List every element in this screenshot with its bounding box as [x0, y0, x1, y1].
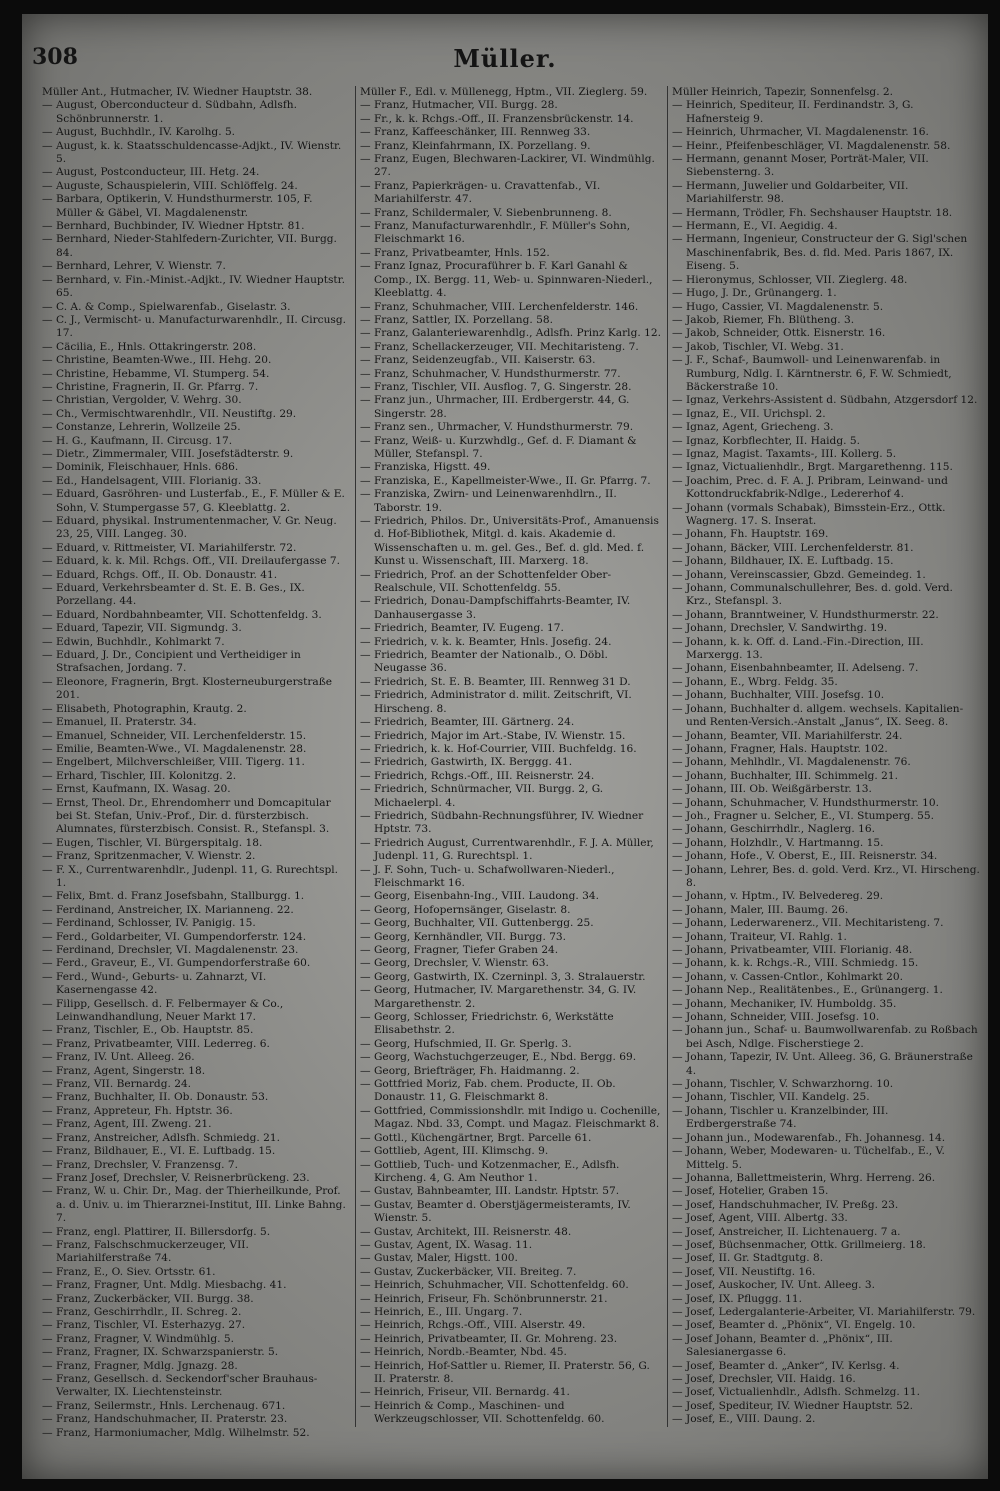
directory-entry: — Felix, Bmt. d. Franz Josefsbahn, Stallburgg. 1.: [42, 890, 305, 903]
directory-entry: — Johann, Bäcker, VIII. Lerchenfelderstr. 81.: [672, 541, 914, 554]
directory-entry: — Franz, Fragner, IX. Schwarzspanierstr. 5.: [42, 1346, 279, 1359]
directory-entry: — Eugen, Tischler, VI. Bürgerspitalg. 18.: [42, 836, 263, 849]
directory-entry: — Constanze, Lehrerin, Wollzeile 25.: [42, 421, 241, 434]
directory-entry: — Franz, Privatbeamter, Hnls. 152.: [360, 246, 550, 259]
directory-entry: — Eduard, Nordbahnbeamter, VII. Schottenfeldg. 3.: [42, 608, 322, 621]
directory-entry: — Cäcilia, E., Hnls. Ottakringerstr. 208.: [42, 340, 257, 353]
directory-entry: — Gottl., Küchengärtner, Brgt. Parcelle 61.: [360, 1131, 592, 1144]
directory-entry: — Johann, Tapezir, IV. Unt. Alleeg. 36, G. Bräunerstraße 4.: [672, 1051, 973, 1077]
directory-entry: — Ignaz, Agent, Griecheng. 3.: [672, 421, 834, 434]
directory-entry: — Franz jun., Uhrmacher, III. Erdbergerstr. 44, G. Singerstr. 28.: [360, 394, 630, 420]
directory-entry: — Georg, Eisenbahn-Ing., VIII. Laudong. 34.: [360, 890, 599, 903]
directory-entry: — Friedrich, Beamter, III. Gärtnerg. 24.: [360, 716, 575, 729]
directory-entry: — Heinrich, Spediteur, II. Ferdinandstr. 3, G. Hafnersteig 9.: [672, 99, 914, 125]
directory-entry: — Hermann, Juwelier und Goldarbeiter, VII. Mariahilferstr. 98.: [672, 179, 909, 206]
directory-entry: — Christine, Hebamme, VI. Stumperg. 54.: [42, 367, 270, 380]
directory-entry: — Johann, Tischler, V. Schwarzhorng. 10.: [672, 1078, 894, 1091]
directory-entry: — Friedrich, Gastwirth, IX. Berggg. 41.: [360, 756, 573, 769]
directory-entry: — H. G., Kaufmann, II. Circusg. 17.: [42, 434, 233, 447]
directory-entry: — Ch., Vermischtwarenhdlr., VII. Neustiftg. 29.: [42, 407, 297, 420]
directory-entry: — Franz, VII. Bernardg. 24.: [42, 1078, 192, 1091]
directory-entry: — Franz, W. u. Chir. Dr., Mag. der Thierheilkunde, Prof. a. d. Univ. u. im Thierarznei-Institut, III. Linke Bahng. 7.: [42, 1185, 346, 1225]
directory-entry: — Bernhard, Lehrer, V. Wienstr. 7.: [42, 260, 226, 273]
directory-entry: — Joachim, Prec. d. F. A. J. Pribram, Leinwand- und Kottondruckfabrik-Ndlge., Ledererhof 4.: [672, 474, 948, 501]
directory-entry: — Josef, Beamter d. „Anker“, IV. Kerlsg. 4.: [672, 1359, 900, 1372]
directory-entry: — C. A. & Comp., Spielwarenfab., Giselastr. 3.: [42, 300, 291, 313]
directory-entry: — Filipp, Gesellsch. d. F. Felbermayer & Co., Leinwandhandlung, Neuer Markt 17.: [42, 997, 284, 1024]
directory-entry: Müller F., Edl. v. Müllenegg, Hptm., VII. Zieglerg. 59.: [360, 86, 648, 98]
directory-entry: — Bernhard, Buchbinder, IV. Wiedner Hptstr. 81.: [42, 220, 305, 233]
directory-entry: — Johann, Fragner, Hals. Hauptstr. 102.: [672, 742, 888, 755]
directory-entry: — Eleonore, Fragnerin, Brgt. Klosterneuburgerstraße 201.: [42, 675, 333, 702]
directory-entry: — Ed., Handelsagent, VIII. Florianig. 33.: [42, 474, 262, 487]
directory-entry: — Franz, Appreteur, Fh. Hptstr. 36.: [42, 1104, 233, 1117]
page-heading: Müller.: [453, 44, 557, 73]
directory-entry: — Eduard, k. k. Mil. Rchgs. Off., VII. Dreilaufergasse 7.: [42, 555, 340, 568]
directory-entry: — Franz, Hutmacher, VII. Burgg. 28.: [360, 99, 558, 112]
directory-entry: — Johann, k. k. Off. d. Land.-Fin.-Direction, III. Marxergg. 13.: [672, 635, 924, 662]
directory-entry: — Johann, Mehlhdlr., VI. Magdalenenstr. 76.: [672, 756, 911, 769]
directory-entry: — Franz, Schildermaler, V. Siebenbrunneng. 8.: [360, 206, 612, 219]
directory-entry: — Friedrich, Administrator d. milit. Zeitschrift, VI. Hirscheng. 8.: [360, 689, 632, 715]
directory-entry: — Friedrich, Prof. an der Schottenfelder Ober-Realschule, VII. Schottenfeldg. 55.: [360, 568, 612, 595]
directory-entry: — Jakob, Riemer, Fh. Blütheng. 3.: [672, 313, 855, 326]
directory-entry: — Johann, Lederwarenerz., VII. Mechitaristeng. 7.: [672, 917, 944, 930]
directory-entry: — Franz, Fragner, Mdlg. Jgnazg. 28.: [42, 1359, 238, 1372]
directory-entry: — Franz, Agent, III. Zweng. 21.: [42, 1118, 212, 1131]
directory-entry: Müller Ant., Hutmacher, IV. Wiedner Hauptstr. 38.: [42, 86, 313, 98]
directory-entry: — Ferdinand, Schlosser, IV. Panigig. 15.: [42, 917, 256, 930]
directory-entry: — Franz, Galanteriewarenhdlg., Adlsfh. Prinz Karlg. 12.: [360, 327, 661, 340]
directory-entry: — Josef, II. Gr. Stadtgutg. 8.: [672, 1252, 824, 1265]
directory-entry: — Josef, Handschuhmacher, IV. Preßg. 23.: [672, 1198, 899, 1211]
directory-entry: — Franz, Buchhalter, II. Ob. Donaustr. 53.: [42, 1091, 269, 1104]
directory-entry: — Josef, Büchsenmacher, Ottk. Grillmeierg. 18.: [672, 1238, 926, 1251]
directory-entry: — Johann, Bildhauer, IX. E. Luftbadg. 15.: [672, 555, 894, 568]
directory-entry: — Bernhard, Nieder-Stahlfedern-Zurichter, VII. Burgg. 84.: [42, 233, 337, 259]
directory-entry: — Gustav, Bahnbeamter, III. Landstr. Hptstr. 57.: [360, 1185, 620, 1198]
directory-entry: — Franz, Sattler, IX. Porzellang. 58.: [360, 313, 553, 326]
directory-entry: — Christine, Fragnerin, II. Gr. Pfarrg. 7.: [42, 380, 259, 393]
directory-entry: — Josef, IX. Pfluggg. 11.: [672, 1292, 802, 1305]
directory-entry: — Franz, Weiß- u. Kurzwhdlg., Gef. d. F. Diamant & Müller, Stefanspl. 7.: [360, 434, 637, 460]
directory-entry: — Franz, Papierkrägen- u. Cravattenfab., VI. Mariahilferstr. 47.: [360, 179, 601, 206]
directory-entry: — Heinr., Pfeifenbeschläger, VI. Magdalenenstr. 58.: [672, 139, 951, 152]
directory-entry: — Georg, Gastwirth, IX. Czerninpl. 3, 3. Stralauerstr.: [360, 970, 646, 983]
directory-entry: — Johann, Traiteur, VI. Rahlg. 1.: [672, 930, 847, 943]
directory-entry: — Franz sen., Uhrmacher, V. Hundsthurmerstr. 79.: [360, 421, 634, 434]
directory-entry: — August, Buchhdlr., IV. Karolhg. 5.: [42, 126, 236, 139]
directory-entry: — Franz, Seidenzeugfab., VII. Kaiserstr. 63.: [360, 354, 596, 367]
directory-entry: — Franz, Handschuhmacher, II. Praterstr. 23.: [42, 1413, 288, 1426]
directory-entry: — Franz, IV. Unt. Alleeg. 26.: [42, 1051, 195, 1064]
directory-entry: — Franz, Schuhmacher, VIII. Lerchenfelderstr. 146.: [360, 300, 639, 313]
column-2: [355, 86, 662, 1427]
directory-entry: — Franz, Eugen, Blechwaren-Lackirer, VI. Windmühlg. 27.: [360, 153, 655, 179]
directory-entry: — Hermann, genannt Moser, Porträt-Maler, VII. Siebensterng. 3.: [672, 153, 929, 179]
directory-entry: — Auguste, Schauspielerin, VIII. Schlöffelg. 24.: [42, 179, 298, 192]
directory-entry: — Josef Johann, Beamter d. „Phönix“, III. Salesianergasse 6.: [672, 1332, 893, 1359]
directory-entry: — Johann jun., Schaf- u. Baumwollwarenfab. zu Roßbach bei Asch, Ndlge. Fischerstiege 2.: [672, 1024, 978, 1050]
directory-entry: — Heinrich, Rchgs.-Off., VIII. Alserstr. 49.: [360, 1319, 586, 1332]
directory-entry: — Johann, Branntweiner, V. Hundsthurmerstr. 22.: [672, 608, 939, 621]
directory-entry: — Georg, Schlosser, Friedrichstr. 6, Werkstätte Elisabethstr. 2.: [360, 1011, 614, 1037]
directory-entry: — Josef, VII. Neustiftg. 16.: [672, 1265, 816, 1278]
directory-entry: — Edwin, Buchhdlr., Kohlmarkt 7.: [42, 635, 225, 648]
directory-entry: — Hugo, Cassier, VI. Magdalenenstr. 5.: [672, 300, 884, 313]
directory-entry: — Franz, Schuhmacher, V. Hundsthurmerstr. 77.: [360, 367, 621, 380]
directory-entry: — Friedrich, k. k. Hof-Courrier, VIII. Buchfeldg. 16.: [360, 742, 637, 755]
directory-entry: — Johann, Mechaniker, IV. Humboldg. 35.: [672, 997, 897, 1010]
directory-entry: — Josef, Agent, VIII. Albertg. 33.: [672, 1212, 848, 1225]
directory-entry: — Franz, Fragner, V. Windmühlg. 5.: [42, 1332, 234, 1345]
directory-entry: — Elisabeth, Photographin, Krautg. 2.: [42, 702, 247, 715]
directory-entry: — Gustav, Beamter d. Oberstjägermeisteramts, IV. Wienstr. 5.: [360, 1198, 631, 1225]
directory-entry: — Gottlieb, Agent, III. Klimschg. 9.: [360, 1145, 549, 1158]
directory-entry: — Heinrich, Uhrmacher, VI. Magdalenenstr. 16.: [672, 126, 929, 139]
directory-entry: — Franz, Seilermstr., Hnls. Lerchenaug. 671.: [42, 1399, 286, 1412]
directory-entry: — Bernhard, v. Fin.-Minist.-Adjkt., IV. Wiedner Hauptstr. 65.: [42, 273, 345, 300]
directory-entry: — Fr., k. k. Rchgs.-Off., II. Franzensbrückenstr. 14.: [360, 112, 634, 125]
directory-entry: — Franz, engl. Plattirer, II. Billersdorfg. 5.: [42, 1225, 271, 1238]
directory-entry: — Franziska, E., Kapellmeister-Wwe., II. Gr. Pfarrg. 7.: [360, 474, 651, 487]
directory-entry: — August, Oberconducteur d. Südbahn, Adlsfh. Schönbrunnerstr. 1.: [42, 99, 297, 125]
directory-entry: — Georg, Hutmacher, IV. Margarethenstr. 34, G. IV. Margarethenstr. 2.: [360, 984, 637, 1010]
directory-entry: — Georg, Hufschmied, II. Gr. Sperlg. 3.: [360, 1037, 572, 1050]
directory-entry: — Franz, Harmoniumacher, Mdlg. Wilhelmstr. 52.: [42, 1426, 310, 1439]
directory-entry: — Gustav, Architekt, III. Reisnerstr. 48.: [360, 1225, 572, 1238]
directory-entry: — Hermann, Ingenieur, Constructeur der G. Sigl'schen Maschinenfabrik, Bes. d. fld. Med. Paris 1867, IX. Eiseng. 5.: [672, 233, 968, 273]
directory-entry: — Georg, Wachstuchgerzeuger, E., Nbd. Bergg. 69.: [360, 1051, 637, 1064]
directory-entry: — Gustav, Agent, IX. Wasag. 11.: [360, 1238, 533, 1251]
directory-entry: — Gottlieb, Tuch- und Kotzenmacher, E., Adlsfh. Kircheng. 4, G. Am Neuthor 1.: [360, 1158, 620, 1184]
directory-entry: — Franz, Manufacturwarenhdlr., F. Müller's Sohn, Fleischmarkt 16.: [360, 220, 631, 246]
directory-entry: — Friedrich August, Currentwarenhdlr., F. J. A. Müller, Judenpl. 11, G. Rurechtspl. 1.: [360, 836, 654, 863]
directory-entry: — Ferdinand, Anstreicher, IX. Marianneng. 22.: [42, 903, 294, 916]
directory-entry: — Johann, Buchhalter d. allgem. wechsels. Kapitalien- und Renten-Versich.-Anstalt „Janus“, IX. Seeg. 8.: [672, 702, 964, 729]
directory-entry: — Johann, v. Hptm., IV. Belvedereg. 29.: [672, 890, 884, 903]
directory-entry: — Josef, E., VIII. Daung. 2.: [672, 1413, 816, 1426]
directory-entry: — Franziska, Zwirn- und Leinenwarenhdlrn., II. Taborstr. 19.: [360, 488, 617, 514]
directory-entry: — Heinrich & Comp., Maschinen- und Werkzeugschlosser, VII. Schottenfeldg. 60.: [360, 1399, 605, 1426]
directory-entry: — Hugo, J. Dr., Grünangerg. 1.: [672, 287, 837, 300]
page-header: [22, 44, 988, 84]
directory-entry: — Engelbert, Milchverschleißer, VIII. Tigerg. 11.: [42, 756, 305, 769]
directory-entry: — Friedrich, Beamter der Nationalb., O. Döbl. Neugasse 36.: [360, 649, 608, 675]
directory-entry: — Friedrich, Donau-Dampfschiffahrts-Beamter, IV. Danhausergasse 3.: [360, 595, 631, 621]
directory-entry: — Johann, v. Cassen-Cntlor., Kohlmarkt 20.: [672, 970, 904, 983]
directory-entry: — Hermann, E., VI. Aegidig. 4.: [672, 220, 838, 233]
directory-entry: — Friedrich, Südbahn-Rechnungsführer, IV. Wiedner Hptstr. 73.: [360, 809, 644, 836]
directory-entry: — Johann Nep., Realitätenbes., E., Grünangerg. 1.: [672, 984, 943, 997]
directory-entry: — Franz, Geschirrhdlr., II. Schreg. 2.: [42, 1305, 242, 1318]
directory-entry: — Johann, E., Wbrg. Feldg. 35.: [672, 675, 838, 688]
directory-entry: — Georg, Hofopernsänger, Giselastr. 8.: [360, 903, 571, 916]
directory-entry: — Gottfried, Commissionshdlr. mit Indigo u. Cochenille, Magaz. Nbd. 33, Compt. und Magaz. Fleischmarkt 8.: [360, 1104, 661, 1131]
directory-entry: — Franz, Anstreicher, Adlsfh. Schmiedg. 21.: [42, 1131, 280, 1144]
directory-entry: — Franz, Bildhauer, E., VI. E. Luftbadg. 15.: [42, 1145, 276, 1158]
directory-entry: — Friedrich, Beamter, IV. Eugeng. 17.: [360, 622, 564, 635]
directory-entry: — Ignaz, E., VII. Urichspl. 2.: [672, 407, 826, 420]
directory-entry: — Franz, Schellackerzeuger, VII. Mechitaristeng. 7.: [360, 340, 639, 353]
directory-entry: — Franz, Zuckerbäcker, VII. Burgg. 38.: [42, 1292, 254, 1305]
directory-entry: — Franz, Tischler, VII. Ausflog. 7, G. Singerstr. 28.: [360, 380, 632, 393]
directory-entry: — Josef, Ledergalanterie-Arbeiter, VI. Mariahilferstr. 79.: [672, 1305, 976, 1318]
directory-entry: — Franz, Fragner, Unt. Mdlg. Miesbachg. 41.: [42, 1279, 287, 1292]
directory-entry: — Gustav, Zuckerbäcker, VII. Breiteg. 7.: [360, 1265, 577, 1278]
directory-entry: Müller Heinrich, Tapezir, Sonnenfelsg. 2.: [672, 86, 894, 98]
directory-entry: — Ignaz, Korbflechter, II. Haidg. 5.: [672, 434, 860, 447]
directory-entry: — Gottfried Moriz, Fab. chem. Producte, II. Ob. Donaustr. 11, G. Fleischmarkt 8.: [360, 1078, 616, 1104]
directory-entry: — Johann, Privatbeamter, VIII. Florianig. 48.: [672, 944, 913, 956]
directory-entry: — Jakob, Tischler, VI. Webg. 31.: [672, 340, 844, 353]
directory-entry: — Dominik, Fleischhauer, Hnls. 686.: [42, 461, 239, 474]
directory-entry: — Heinrich, Hof-Sattler u. Riemer, II. Praterstr. 56, G. II. Praterstr. 8.: [360, 1359, 650, 1385]
directory-entry: — Georg, Drechsler, V. Wienstr. 63.: [360, 957, 549, 970]
directory-entry: — Johann, Drechsler, V. Sandwirthg. 19.: [672, 622, 888, 635]
directory-entry: — Joh., Fragner u. Selcher, E., VI. Stumperg. 55.: [672, 809, 934, 822]
directory-entry: — Josef, Drechsler, VII. Haidg. 16.: [672, 1373, 856, 1385]
directory-entry: — Johann, Lehrer, Bes. d. gold. Verd. Krz., VI. Hirscheng. 8.: [672, 863, 980, 889]
directory-entry: — Hermann, Trödler, Fh. Sechshauser Hauptstr. 18.: [672, 206, 953, 219]
directory-entry: — Franz Ignaz, Procuraführer b. F. Karl Ganahl & Comp., IX. Bergg. 11, Web- u. Spinnwaren-Niederl., Kleeblattg. 4.: [360, 260, 653, 300]
directory-entry: — Franz, Tischler, E., Ob. Hauptstr. 85.: [42, 1024, 254, 1037]
directory-entry: — Josef, Anstreicher, II. Lichtenauerg. 7 a.: [672, 1225, 901, 1238]
directory-entry: — Franz, Kleinfahrmann, IX. Porzellang. 9.: [360, 139, 591, 152]
directory-entry: — Georg, Briefträger, Fh. Haidmanng. 2.: [360, 1064, 580, 1077]
directory-entry: — Johann, Buchhalter, VIII. Josefsg. 10.: [672, 689, 885, 702]
directory-entry: — Friedrich, v. k. k. Beamter, Hnls. Josefig. 24.: [360, 635, 612, 648]
directory-entry: — Johann, k. k. Rchgs.-R., VIII. Schmiedg. 15.: [672, 957, 919, 970]
directory-entry: — Johann, Beamter, VII. Mariahilferstr. 24.: [672, 729, 903, 742]
directory-entry: — J. F., Schaf-, Baumwoll- und Leinenwarenfab. in Rumburg, Ndlg. I. Kärntnerstr. 6, F. W. Schmiedt, Bäckerstraße 10.: [672, 354, 952, 393]
directory-entry: — Hieronymus, Schlosser, VII. Zieglerg. 48.: [672, 273, 908, 286]
directory-entry: — Emanuel, Schneider, VII. Lerchenfelderstr. 15.: [42, 729, 307, 742]
directory-entry: — Eduard, Tapezir, VII. Sigmundg. 3.: [42, 622, 242, 635]
directory-entry: — Johann (vormals Schabak), Bimsstein-Erz., Ottk. Wagnerg. 17. S. Inserat.: [672, 501, 946, 527]
directory-entry: — Franz, Falschschmuckerzeuger, VII. Mariahilferstraße 74.: [42, 1238, 249, 1265]
directory-entry: — Dietr., Zimmermaler, VIII. Josefstädterstr. 9.: [42, 447, 294, 460]
directory-entry: — Heinrich, Privatbeamter, II. Gr. Mohreng. 23.: [360, 1332, 618, 1345]
directory-entry: — Georg, Fragner, Tiefer Graben 24.: [360, 944, 559, 956]
directory-entry: — Johann, Communalschullehrer, Bes. d. gold. Verd. Krz., Stefanspl. 3.: [672, 582, 953, 608]
directory-entry: — Friedrich, Rchgs.-Off., III. Reisnerstr. 24.: [360, 769, 595, 782]
page-number: 308: [32, 44, 78, 70]
directory-entry: — Johann, Maler, III. Baumg. 26.: [672, 903, 849, 916]
directory-entry: — Ferd., Graveur, E., VI. Gumpendorferstraße 60.: [42, 957, 311, 970]
directory-entry: — Johann, Vereinscassier, Gbzd. Gemeindeg. 1.: [672, 568, 926, 581]
directory-entry: — Christian, Vergolder, V. Wehrg. 30.: [42, 394, 242, 407]
directory-entry: — Johann, Schneider, VIII. Josefsg. 10.: [672, 1011, 880, 1024]
directory-entry: — Ferd., Wund-, Geburts- u. Zahnarzt, VI. Kasernengasse 42.: [42, 970, 267, 997]
directory-entry: — Ferdinand, Drechsler, VI. Magdalenenstr. 23.: [42, 944, 299, 956]
directory-entry: — Franz, Kaffeeschänker, III. Rennweg 33.: [360, 126, 591, 139]
directory-entry: — Johann, Eisenbahnbeamter, II. Adelseng. 7.: [672, 662, 919, 675]
directory-entry: — Josef, Auskocher, IV. Unt. Alleeg. 3.: [672, 1279, 875, 1292]
directory-entry: — Johann, Fh. Hauptstr. 169.: [672, 528, 829, 541]
directory-entry: — Josef, Victualienhdlr., Adlsfh. Schmelzg. 11.: [672, 1386, 921, 1399]
directory-entry: — Johann, III. Ob. Weißgärberstr. 13.: [672, 783, 872, 796]
directory-entry: — Johann, Weber, Modewaren- u. Tüchelfab., E., V. Mittelg. 5.: [672, 1145, 945, 1171]
directory-entry: — Georg, Kernhändler, VII. Burgg. 73.: [360, 930, 567, 943]
directory-entry: — Ignaz, Victualienhdlr., Brgt. Margarethenng. 115.: [672, 461, 953, 474]
directory-entry: — Ignaz, Magist. Taxamts-, III. Kollerg. 5.: [672, 447, 897, 460]
directory-entry: — J. F. Sohn, Tuch- u. Schafwollwaren-Niederl., Fleischmarkt 16.: [360, 863, 615, 889]
directory-entry: — Josef, Beamter d. „Phönix“, VI. Engelg. 10.: [672, 1319, 916, 1332]
directory-entry: — Franz, E., O. Siev. Ortsstr. 61.: [42, 1265, 216, 1278]
directory-entry: — Ernst, Theol. Dr., Ehrendomherr und Domcapitular bei St. Stefan, Univ.-Prof., Dir. d. fürsterzbisch. Alumnates, fürsterzbisch. Consist. R., Stefanspl. 3.: [42, 796, 331, 836]
directory-entry: — Heinrich, Nordb.-Beamter, Nbd. 45.: [360, 1346, 567, 1359]
directory-entry: — Eduard, physikal. Instrumentenmacher, V. Gr. Neug. 23, 25, VIII. Langeg. 30.: [42, 515, 337, 541]
directory-entry: — Eduard, J. Dr., Concipient und Vertheidiger in Strafsachen, Jordang. 7.: [42, 649, 301, 675]
directory-entry: — August, k. k. Staatsschuldencasse-Adjkt., IV. Wienstr. 5.: [42, 139, 342, 166]
directory-entry: — Franz, Privatbeamter, VIII. Lederreg. 6.: [42, 1037, 270, 1050]
directory-entry: — Johann, Tischler, VII. Kandelg. 25.: [672, 1091, 870, 1104]
directory-entry: — Johann, Hofe., V. Oberst, E., III. Reisnerstr. 34.: [672, 850, 938, 863]
directory-entry: — Emilie, Beamten-Wwe., VI. Magdalenenstr. 28.: [42, 742, 307, 755]
directory-entry: — Erhard, Tischler, III. Kolonitzg. 2.: [42, 769, 237, 782]
directory-entry: — Eduard, Verkehrsbeamter d. St. E. B. Ges., IX. Porzellang. 44.: [42, 582, 305, 608]
directory-entry: — Franz Josef, Drechsler, V. Reisnerbrückeng. 23.: [42, 1171, 310, 1184]
directory-entry: — Heinrich, Friseur, VII. Bernardg. 41.: [360, 1386, 570, 1399]
directory-entry: — August, Postconducteur, III. Hetg. 24.: [42, 166, 260, 179]
directory-entry: — Ferd., Goldarbeiter, VI. Gumpendorferstr. 124.: [42, 930, 307, 943]
directory-entry: — Eduard, Rchgs. Off., II. Ob. Donaustr. 41.: [42, 568, 278, 581]
directory-entry: — Johann, Schuhmacher, V. Hundsthurmerstr. 10.: [672, 796, 939, 809]
directory-entry: — Ernst, Kaufmann, IX. Wasag. 20.: [42, 783, 231, 796]
directory-entry: — Gustav, Maler, Higstt. 100.: [360, 1252, 518, 1265]
directory-entry: — Johann, Buchhalter, III. Schimmelg. 21.: [672, 769, 898, 782]
directory-entry: — Ignaz, Verkehrs-Assistent d. Südbahn, Atzgersdorf 12.: [672, 394, 978, 407]
directory-entry: — Johanna, Ballettmeisterin, Whrg. Herreng. 26.: [672, 1171, 936, 1184]
directory-entry: — Johann, Holzhdlr., V. Hartmanng. 15.: [672, 836, 884, 849]
directory-entry: — Eduard, v. Rittmeister, VI. Mariahilferstr. 72.: [42, 541, 297, 554]
directory-entry: — F. X., Currentwarenhdlr., Judenpl. 11, G. Rurechtspl. 1.: [42, 863, 338, 889]
directory-entry: — Friedrich, Major im Art.-Stabe, IV. Wienstr. 15.: [360, 729, 626, 742]
directory-entry: — Heinrich, E., III. Ungarg. 7.: [360, 1305, 523, 1318]
directory-entry: — Eduard, Gasröhren- und Lusterfab., E., F. Müller & E. Sohn, V. Stumpergasse 57, G. Kleeblattg. 2.: [42, 488, 345, 514]
directory-entry: — Josef, Spediteur, IV. Wiedner Hauptstr. 52.: [672, 1399, 914, 1412]
directory-entry: — C. J., Vermischt- u. Manufacturwarenhdlr., II. Circusg. 17.: [42, 313, 347, 340]
directory-entry: — Franz, Gesellsch. d. Seckendorf'scher Brauhaus-Verwalter, IX. Liechtensteinstr.: [42, 1373, 318, 1399]
directory-entry: — Josef, Hotelier, Graben 15.: [672, 1185, 829, 1198]
directory-entry: — Friedrich, St. E. B. Beamter, III. Rennweg 31 D.: [360, 675, 631, 688]
directory-entry: — Georg, Buchhalter, VII. Guttenbergg. 25.: [360, 917, 594, 930]
directory-entry: — Christine, Beamten-Wwe., III. Hehg. 20.: [42, 354, 272, 367]
directory-entry: — Johann jun., Modewarenfab., Fh. Johannesg. 14.: [672, 1131, 946, 1144]
directory-entry: — Barbara, Optikerin, V. Hundsthurmerstr. 105, F. Müller & Gäbel, VI. Magdalenenstr.: [42, 193, 313, 219]
directory-entry: — Friedrich, Philos. Dr., Universitäts-Prof., Amanuensis d. Hof-Bibliothek, Mitgl. d. kais. Akademie d. Wissenschaften u. m. gel. Ges., Bef. d. gld. Med. f. Kunst u. Wissenschaft, III. Marxerg. 18.: [360, 515, 659, 568]
column-1: [42, 86, 347, 1440]
directory-entry: — Franz, Tischler, VI. Esterhazyg. 27.: [42, 1319, 246, 1332]
directory-entry: — Heinrich, Schuhmacher, VII. Schottenfeldg. 60.: [360, 1279, 629, 1292]
directory-page: [22, 14, 988, 1479]
directory-entry: — Franziska, Higstt. 49.: [360, 461, 491, 474]
directory-entry: — Johann, Geschirrhdlr., Naglerg. 16.: [672, 823, 875, 836]
directory-entry: — Friedrich, Schnürmacher, VII. Burgg. 2, G. Michaelerpl. 4.: [360, 783, 604, 809]
directory-entry: — Franz, Drechsler, V. Franzensg. 7.: [42, 1158, 238, 1171]
directory-entry: — Emanuel, II. Praterstr. 34.: [42, 716, 197, 729]
directory-entry: — Johann, Tischler u. Kranzelbinder, III. Erdbergerstraße 74.: [672, 1104, 889, 1131]
directory-entry: — Heinrich, Friseur, Fh. Schönbrunnerstr. 21.: [360, 1292, 608, 1305]
directory-entry: — Jakob, Schneider, Ottk. Eisnerstr. 16.: [672, 327, 886, 340]
directory-entry: — Franz, Spritzenmacher, V. Wienstr. 2.: [42, 850, 256, 863]
directory-entry: — Franz, Agent, Singerstr. 18.: [42, 1064, 206, 1077]
column-3: [667, 86, 980, 1427]
